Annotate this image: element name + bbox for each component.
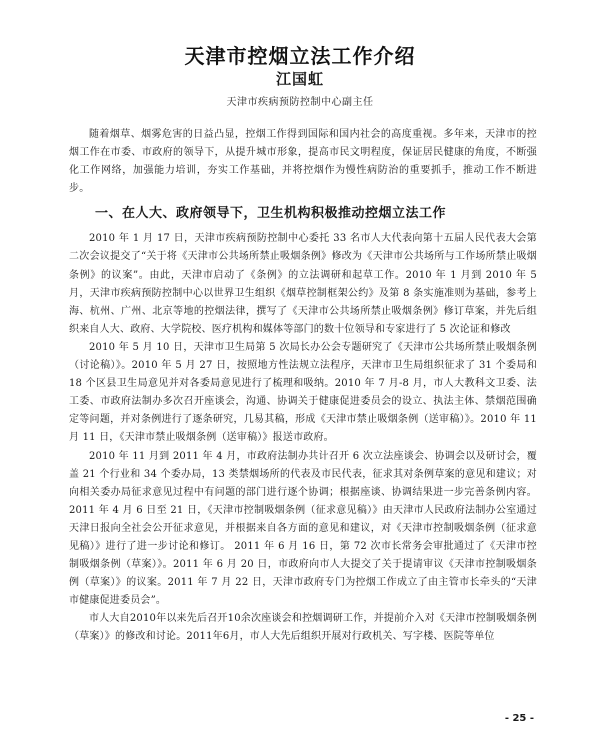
- body-paragraph: 2010 年 1 月 17 日，天津市疾病预防控制中心委托 33 名市人大代表向第十五届人民代表大会第二次会议提交了“关于将《天津市公共场所禁止吸烟条例》修改为《天津市公共场所与工作场所禁止吸烟条例》的议案”。由此，天津市启动了《条例》的立法调研和起草工作。2010 年 1 月到 2010 年 5 月，天津市疾病预防控制中心以世界卫生组织《烟草控制框架公约》及第 8 条实施准则为基础，参考上海、杭州、广州、北京等地的控烟法律，撰写了《天津市公共场所禁止吸烟条例》修订草案，并先后组织来自人大、政府、大学院校、医疗机构和媒体等部门的数十位领导和专家进行了 5 次论证和修改: [69, 233, 537, 335]
- page-title: 天津市控烟立法工作介绍: [184, 44, 416, 68]
- body-paragraph: 市人大自2010年以来先后召开10余次座谈会和控烟调研工作，并提前介入对《天津市控制吸烟条例（草案）》的修改和讨论。2011年6月，市人大先后组织开展对行政机关、写字楼、医院等单位: [69, 613, 537, 643]
- page-number: - 25 -: [504, 713, 534, 724]
- body-paragraph: 2010 年 5 月 10 日，天津市卫生局第 5 次局长办公会专题研究了《天津市公共场所禁止吸烟条例（讨论稿）》。2010 年 5 月 27 日，按照地方性法规立法程序，天津市卫生局组织征求了 31 个委局和 18 个区县卫生局意见并对各委局意见进行了梳理和吸纳。2010 年 7 月-8 月，市人大教科文卫委、法工委、市政府法制办多次召开座谈会，沟通、协调关于健康促进委员会的设立、执法主体、禁烟范围确定等问题，并对条例进行了逐条研究，几易其稿，形成《天津市禁止吸烟条例（送审稿）》。2010 年 11 月 11 日，《天津市禁止吸烟条例（送审稿）》报送市政府。: [69, 341, 537, 444]
- intro-paragraph: 随着烟草、烟雾危害的日益凸显，控烟工作得到国际和国内社会的高度重视。多年来，天津市的控烟工作在市委、市政府的领导下，从提升城市形象，提高市民文明程度，保证居民健康的角度，不断强化工作网络，加强能力培训，夯实工作基础，并将控烟作为慢性病防治的重要抓手，推动工作不断进步。: [69, 129, 537, 195]
- article-body: [69, 120, 537, 647]
- section-heading: 一、在人大、政府领导下，卫生机构积极推动控烟立法工作: [95, 206, 447, 222]
- author-affiliation: 天津市疾病预防控制中心副主任: [226, 97, 374, 108]
- body-paragraph: 2010 年 11 月到 2011 年 4 月，市政府法制办共计召开 6 次立法座谈会、协调会以及研讨会，覆盖 21 个行业和 34 个委办局，13 类禁烟场所的代表及市民代表，征求其对条例草案的意见和建议；对向相关委办局征求意见过程中有问题的部门进行逐个协调；根据座谈、协调结果进一步完善条例内容。2011 年 4 月 6 日至 21 日，《天津市控制吸烟条例（征求意见稿）》由天津市人民政府法制办公室通过天津日报向全社会公开征求意见，并根据来自各方面的意见和建议，对《天津市控制吸烟条例（征求意见稿）》进行了进一步讨论和修订。 2011 年 6 月 16 日，第 72 次市长常务会审批通过了《天津市控制吸烟条例（草案）》。2011 年 6 月 20 日，市政府向市人大提交了关于提请审议《天津市控制吸烟条例（草案）》的议案。2011 年 7 月 22 日，天津市政府专门为控烟工作成立了由主管市长牵头的“天津市健康促进委员会”。: [69, 450, 537, 607]
- author-name: 江国虹: [275, 70, 324, 88]
